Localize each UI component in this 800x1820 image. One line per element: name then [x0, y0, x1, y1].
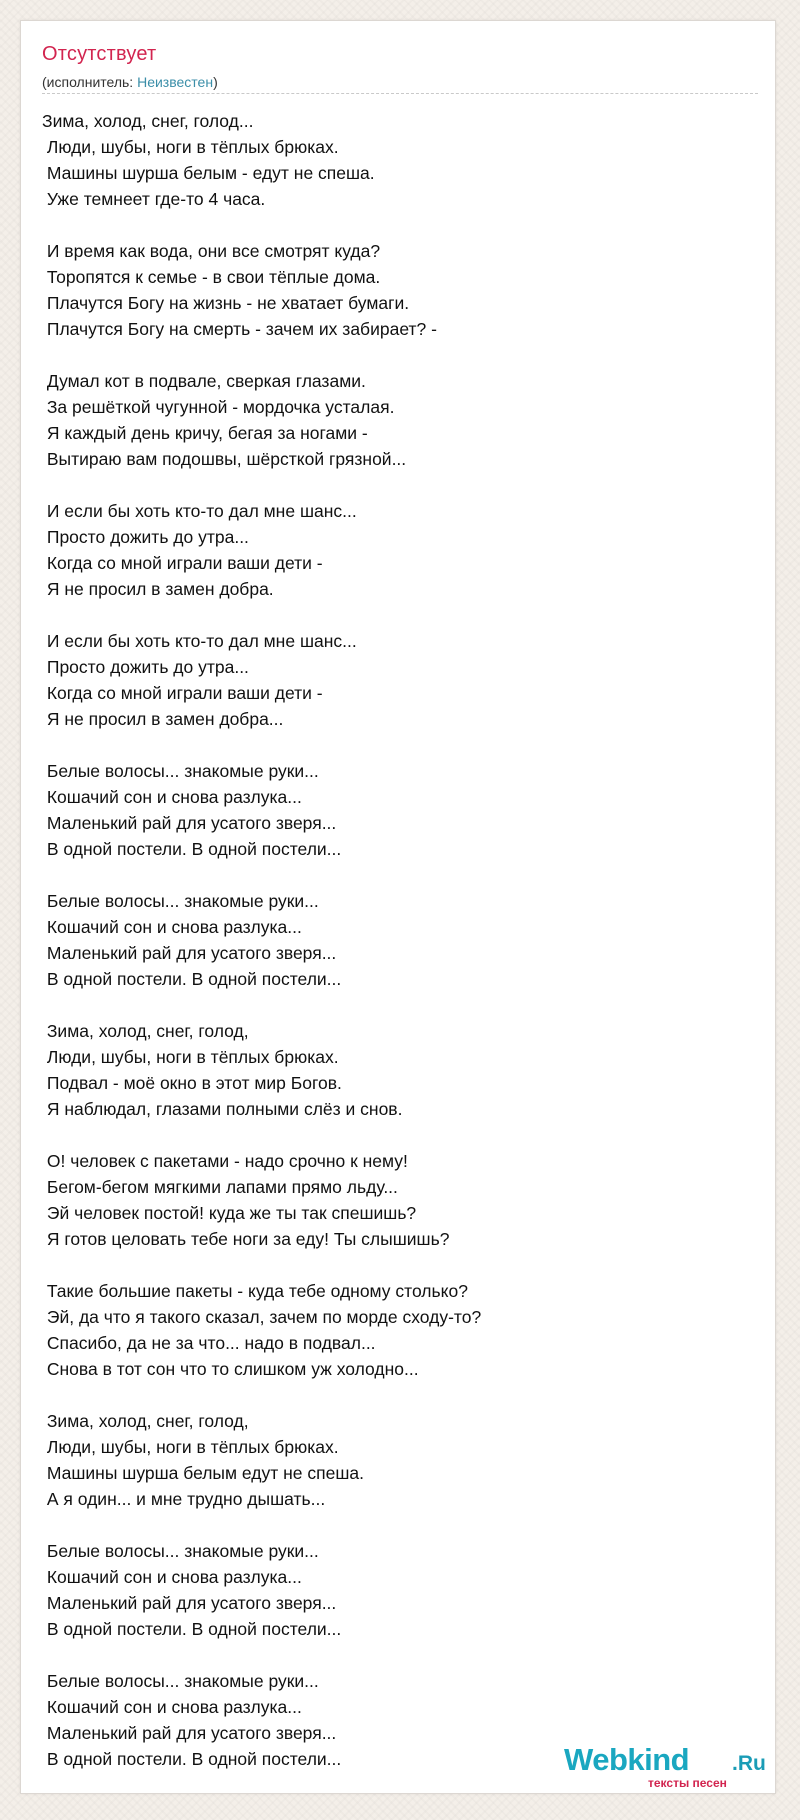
lyrics-line: Кошачий сон и снова разлука...: [42, 1697, 302, 1717]
lyrics-blank-line: [42, 472, 742, 498]
lyrics-blank-line: [42, 862, 742, 888]
lyrics-line: Кошачий сон и снова разлука...: [42, 917, 302, 937]
lyrics-line: Белые волосы... знакомые руки...: [42, 1541, 319, 1561]
lyrics-line: Я каждый день кричу, бегая за ногами -: [42, 423, 368, 443]
lyrics-card: [20, 20, 776, 1794]
lyrics-line: Вытираю вам подошвы, шёрсткой грязной...: [42, 449, 407, 469]
lyrics-blank-line: [42, 732, 742, 758]
lyrics-line: Зима, холод, снег, голод...: [42, 111, 254, 131]
artist-suffix: ): [213, 74, 218, 90]
lyrics-line: Зима, холод, снег, голод,: [42, 1021, 249, 1041]
lyrics-line: И время как вода, они все смотрят куда?: [42, 241, 381, 261]
lyrics-line: Кошачий сон и снова разлука...: [42, 1567, 302, 1587]
lyrics-line: Думал кот в подвале, сверкая глазами.: [42, 371, 366, 391]
artist-link[interactable]: Неизвестен: [137, 74, 214, 90]
logo-tagline: тексты песен: [648, 1776, 727, 1790]
lyrics-line: В одной постели. В одной постели...: [42, 1619, 342, 1639]
lyrics-line: Маленький рай для усатого зверя...: [42, 1593, 337, 1613]
lyrics-line: Плачутся Богу на жизнь - не хватает бумаги.: [42, 293, 410, 313]
lyrics-line: Когда со мной играли ваши дети -: [42, 683, 323, 703]
lyrics-line: Просто дожить до утра...: [42, 657, 249, 677]
lyrics-line: Люди, шубы, ноги в тёплых брюках.: [42, 1047, 339, 1067]
lyrics-line: Люди, шубы, ноги в тёплых брюках.: [42, 1437, 339, 1457]
lyrics-line: Уже темнеет где-то 4 часа.: [42, 189, 266, 209]
lyrics-line: Эй, да что я такого сказал, зачем по морде сходу-то?: [42, 1307, 482, 1327]
lyrics-line: И если бы хоть кто-то дал мне шанс...: [42, 501, 357, 521]
lyrics-blank-line: [42, 342, 742, 368]
lyrics-blank-line: [42, 1512, 742, 1538]
lyrics-blank-line: [42, 992, 742, 1018]
site-logo[interactable]: [564, 1742, 774, 1790]
lyrics-line: В одной постели. В одной постели...: [42, 969, 342, 989]
lyrics-line: Я не просил в замен добра...: [42, 709, 284, 729]
lyrics-line: Бегом-бегом мягкими лапами прямо льду...: [42, 1177, 398, 1197]
logo-tld: .Ru: [732, 1752, 766, 1775]
lyrics-line: Спасибо, да не за что... надо в подвал...: [42, 1333, 376, 1353]
song-title: Отсутствует: [42, 43, 157, 65]
artist-prefix: (исполнитель:: [42, 74, 138, 90]
lyrics-line: Подвал - моё окно в этот мир Богов.: [42, 1073, 342, 1093]
artist-line: [42, 74, 218, 90]
lyrics-blank-line: [42, 602, 742, 628]
lyrics-blank-line: [42, 1122, 742, 1148]
lyrics-line: Белые волосы... знакомые руки...: [42, 891, 319, 911]
lyrics-line: И если бы хоть кто-то дал мне шанс...: [42, 631, 357, 651]
lyrics-line: Плачутся Богу на смерть - зачем их забирает? -: [42, 319, 437, 339]
lyrics-line: Кошачий сон и снова разлука...: [42, 787, 302, 807]
title-divider: [42, 93, 758, 94]
lyrics-blank-line: [42, 1252, 742, 1278]
lyrics-line: Торопятся к семье - в свои тёплые дома.: [42, 267, 381, 287]
lyrics-line: Снова в тот сон что то слишком уж холодно...: [42, 1359, 419, 1379]
lyrics-line: О! человек с пакетами - надо срочно к нему!: [42, 1151, 408, 1171]
lyrics-line: Белые волосы... знакомые руки...: [42, 761, 319, 781]
lyrics-line: Люди, шубы, ноги в тёплых брюках.: [42, 137, 339, 157]
lyrics-line: Маленький рай для усатого зверя...: [42, 1723, 337, 1743]
lyrics-line: В одной постели. В одной постели...: [42, 1749, 342, 1769]
lyrics-blank-line: [42, 212, 742, 238]
lyrics-line: Я готов целовать тебе ноги за еду! Ты слышишь?: [42, 1229, 450, 1249]
lyrics-line: Я наблюдал, глазами полными слёз и снов.: [42, 1099, 403, 1119]
lyrics-line: Белые волосы... знакомые руки...: [42, 1671, 319, 1691]
lyrics-line: Машины шурша белым - едут не спеша.: [42, 163, 375, 183]
lyrics-line: Машины шурша белым едут не спеша.: [42, 1463, 364, 1483]
lyrics-line: А я один... и мне трудно дышать...: [42, 1489, 326, 1509]
lyrics-line: Такие большие пакеты - куда тебе одному столько?: [42, 1281, 468, 1301]
lyrics-line: Зима, холод, снег, голод,: [42, 1411, 249, 1431]
lyrics-blank-line: [42, 1382, 742, 1408]
lyrics-line: Маленький рай для усатого зверя...: [42, 813, 337, 833]
lyrics-line: Я не просил в замен добра.: [42, 579, 274, 599]
lyrics-line: В одной постели. В одной постели...: [42, 839, 342, 859]
lyrics-line: Эй человек постой! куда же ты так спешишь?: [42, 1203, 417, 1223]
lyrics-text: [42, 108, 742, 1772]
lyrics-line: Когда со мной играли ваши дети -: [42, 553, 323, 573]
lyrics-line: Маленький рай для усатого зверя...: [42, 943, 337, 963]
lyrics-line: Просто дожить до утра...: [42, 527, 249, 547]
lyrics-line: За решёткой чугунной - мордочка усталая.: [42, 397, 395, 417]
lyrics-blank-line: [42, 1642, 742, 1668]
logo-name: Webkind: [564, 1742, 690, 1777]
